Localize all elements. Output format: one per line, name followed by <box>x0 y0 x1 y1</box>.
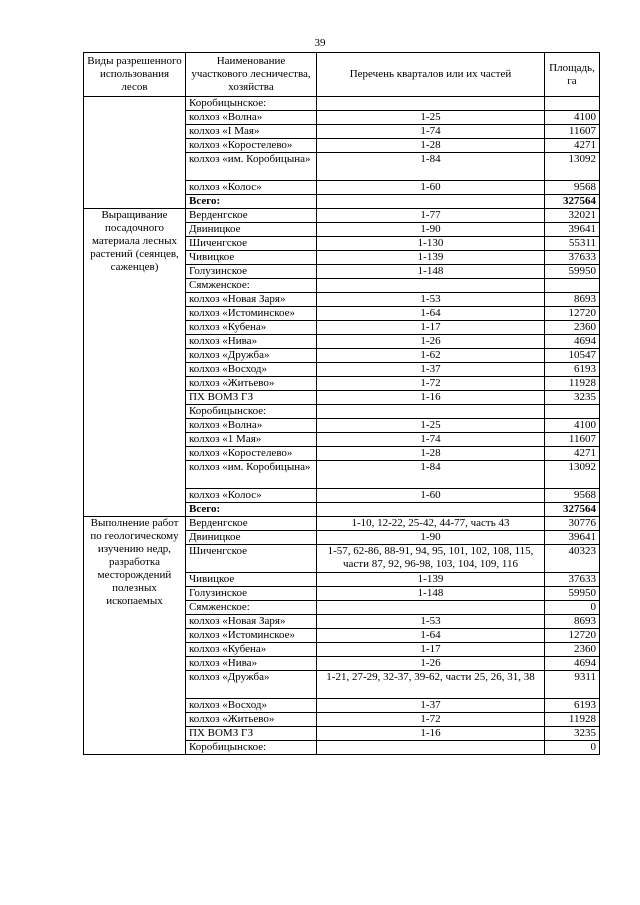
area-cell: 11607 <box>545 125 600 139</box>
area-cell: 0 <box>545 741 600 755</box>
forestry-name-cell: Голузинское <box>186 587 317 601</box>
table-row <box>84 517 600 531</box>
quarters-cell <box>317 503 545 517</box>
area-cell: 11607 <box>545 433 600 447</box>
forestry-name-cell: колхоз «Истоминское» <box>186 629 317 643</box>
forestry-name-cell: колхоз «Истоминское» <box>186 307 317 321</box>
quarters-cell: 1-130 <box>317 237 545 251</box>
area-cell: 59950 <box>545 265 600 279</box>
forestry-name-cell: колхоз «Новая Заря» <box>186 293 317 307</box>
forestry-name-cell: колхоз «Житьево» <box>186 713 317 727</box>
area-cell: 37633 <box>545 251 600 265</box>
quarters-cell: 1-74 <box>317 125 545 139</box>
area-cell: 4100 <box>545 419 600 433</box>
forestry-name-cell: колхоз «Дружба» <box>186 671 317 699</box>
area-cell: 39641 <box>545 531 600 545</box>
forestry-name-cell: колхоз «Коростелево» <box>186 139 317 153</box>
area-cell: 9311 <box>545 671 600 699</box>
quarters-cell <box>317 97 545 111</box>
quarters-cell: 1-53 <box>317 615 545 629</box>
area-cell: 4271 <box>545 447 600 461</box>
quarters-cell: 1-53 <box>317 293 545 307</box>
quarters-cell: 1-90 <box>317 531 545 545</box>
quarters-cell: 1-74 <box>317 433 545 447</box>
area-cell: 3235 <box>545 727 600 741</box>
quarters-cell: 1-60 <box>317 181 545 195</box>
table-header <box>84 53 600 97</box>
use-type-cell: Выращивание посадочного материала лесных растений (сеянцев, саженцев) <box>84 209 186 517</box>
forestry-name-cell: Двиницкое <box>186 223 317 237</box>
area-cell: 13092 <box>545 153 600 181</box>
area-cell: 39641 <box>545 223 600 237</box>
area-cell: 12720 <box>545 629 600 643</box>
forestry-name-cell: Коробицынское: <box>186 405 317 419</box>
forestry-name-cell: Двиницкое <box>186 531 317 545</box>
forestry-name-cell: Коробицынское: <box>186 741 317 755</box>
use-type-cell <box>84 97 186 209</box>
forestry-name-cell: Шиченгское <box>186 545 317 573</box>
area-cell: 10547 <box>545 349 600 363</box>
forestry-name-cell: ПХ ВОМЗ ГЗ <box>186 391 317 405</box>
quarters-cell: 1-16 <box>317 391 545 405</box>
forestry-name-cell: колхоз «Восход» <box>186 363 317 377</box>
area-cell <box>545 279 600 293</box>
area-cell: 6193 <box>545 363 600 377</box>
header-use: Виды разрешенного использования лесов <box>84 53 186 97</box>
quarters-cell: 1-25 <box>317 419 545 433</box>
quarters-cell <box>317 279 545 293</box>
quarters-cell: 1-57, 62-86, 88-91, 94, 95, 101, 102, 108, 115, части 87, 92, 96-98, 103, 104, 109, 116 <box>317 545 545 573</box>
quarters-cell: 1-60 <box>317 489 545 503</box>
quarters-cell <box>317 195 545 209</box>
forestry-name-cell: колхоз «Восход» <box>186 699 317 713</box>
forestry-name-cell: Всего: <box>186 503 317 517</box>
area-cell: 40323 <box>545 545 600 573</box>
area-cell: 3235 <box>545 391 600 405</box>
area-cell: 0 <box>545 601 600 615</box>
quarters-cell: 1-10, 12-22, 25-42, 44-77, часть 43 <box>317 517 545 531</box>
area-cell: 32021 <box>545 209 600 223</box>
forestry-name-cell: колхоз «Кубена» <box>186 643 317 657</box>
area-cell: 59950 <box>545 587 600 601</box>
forestry-name-cell: колхоз «I Мая» <box>186 125 317 139</box>
forestry-name-cell: Всего: <box>186 195 317 209</box>
area-cell: 4100 <box>545 111 600 125</box>
forestry-name-cell: колхоз «Дружба» <box>186 349 317 363</box>
quarters-cell: 1-28 <box>317 447 545 461</box>
quarters-cell: 1-139 <box>317 573 545 587</box>
forestry-name-cell: колхоз «Колос» <box>186 489 317 503</box>
area-cell: 4694 <box>545 335 600 349</box>
forestry-name-cell: колхоз «Кубена» <box>186 321 317 335</box>
area-cell: 30776 <box>545 517 600 531</box>
table-row <box>84 97 600 111</box>
quarters-cell: 1-16 <box>317 727 545 741</box>
quarters-cell: 1-84 <box>317 153 545 181</box>
quarters-cell: 1-17 <box>317 643 545 657</box>
table-row <box>84 209 600 223</box>
quarters-cell: 1-37 <box>317 699 545 713</box>
area-cell: 11928 <box>545 377 600 391</box>
forestry-name-cell: Чивицкое <box>186 573 317 587</box>
quarters-cell: 1-26 <box>317 657 545 671</box>
quarters-cell: 1-72 <box>317 377 545 391</box>
forestry-name-cell: колхоз «Волна» <box>186 419 317 433</box>
quarters-cell: 1-62 <box>317 349 545 363</box>
quarters-cell: 1-37 <box>317 363 545 377</box>
forestry-name-cell: колхоз «Житьево» <box>186 377 317 391</box>
area-cell: 55311 <box>545 237 600 251</box>
forestry-name-cell: колхоз «Новая Заря» <box>186 615 317 629</box>
area-cell: 8693 <box>545 293 600 307</box>
quarters-cell: 1-90 <box>317 223 545 237</box>
page-number: 39 <box>314 37 326 49</box>
forestry-name-cell: Коробицынское: <box>186 97 317 111</box>
quarters-cell: 1-28 <box>317 139 545 153</box>
area-cell: 9568 <box>545 181 600 195</box>
quarters-cell: 1-77 <box>317 209 545 223</box>
forestry-name-cell: Верденгское <box>186 517 317 531</box>
area-cell: 2360 <box>545 643 600 657</box>
forestry-name-cell: колхоз «им. Коробицына» <box>186 461 317 489</box>
quarters-cell: 1-26 <box>317 335 545 349</box>
table-body <box>84 97 600 755</box>
area-cell: 4271 <box>545 139 600 153</box>
quarters-cell: 1-148 <box>317 265 545 279</box>
quarters-cell <box>317 741 545 755</box>
area-cell: 9568 <box>545 489 600 503</box>
forestry-name-cell: Верденгское <box>186 209 317 223</box>
forestry-name-cell: Чивицкое <box>186 251 317 265</box>
quarters-cell: 1-17 <box>317 321 545 335</box>
quarters-cell: 1-21, 27-29, 32-37, 39-62, части 25, 26, 31, 38 <box>317 671 545 699</box>
quarters-cell <box>317 601 545 615</box>
area-cell: 327564 <box>545 195 600 209</box>
area-cell: 2360 <box>545 321 600 335</box>
forestry-name-cell: Шиченгское <box>186 237 317 251</box>
forestry-name-cell: колхоз «Коростелево» <box>186 447 317 461</box>
forestry-name-cell: колхоз «1 Мая» <box>186 433 317 447</box>
area-cell: 8693 <box>545 615 600 629</box>
forestry-name-cell: колхоз «им. Коробицына» <box>186 153 317 181</box>
forestry-name-cell: Голузинское <box>186 265 317 279</box>
quarters-cell: 1-148 <box>317 587 545 601</box>
area-cell: 327564 <box>545 503 600 517</box>
forestry-name-cell: Сямженское: <box>186 279 317 293</box>
forestry-name-cell: колхоз «Нива» <box>186 335 317 349</box>
quarters-cell: 1-64 <box>317 629 545 643</box>
area-cell: 11928 <box>545 713 600 727</box>
area-cell <box>545 97 600 111</box>
quarters-cell: 1-25 <box>317 111 545 125</box>
quarters-cell: 1-64 <box>317 307 545 321</box>
use-type-cell: Выполнение работ по геологическому изучению недр, разработка месторождений полезных ископаемых <box>84 517 186 755</box>
forestry-name-cell: колхоз «Волна» <box>186 111 317 125</box>
quarters-cell: 1-72 <box>317 713 545 727</box>
area-cell <box>545 405 600 419</box>
area-cell: 12720 <box>545 307 600 321</box>
forestry-name-cell: Сямженское: <box>186 601 317 615</box>
area-cell: 6193 <box>545 699 600 713</box>
area-cell: 4694 <box>545 657 600 671</box>
area-cell: 37633 <box>545 573 600 587</box>
header-area: Площадь, га <box>545 53 600 97</box>
quarters-cell <box>317 405 545 419</box>
quarters-cell: 1-84 <box>317 461 545 489</box>
forest-use-table <box>83 52 600 755</box>
forestry-name-cell: колхоз «Колос» <box>186 181 317 195</box>
header-forestry: Наименование участкового лесничества, хозяйства <box>186 53 317 97</box>
forestry-name-cell: колхоз «Нива» <box>186 657 317 671</box>
quarters-cell: 1-139 <box>317 251 545 265</box>
forestry-name-cell: ПХ ВОМЗ ГЗ <box>186 727 317 741</box>
header-quarters: Перечень кварталов или их частей <box>317 53 545 97</box>
area-cell: 13092 <box>545 461 600 489</box>
